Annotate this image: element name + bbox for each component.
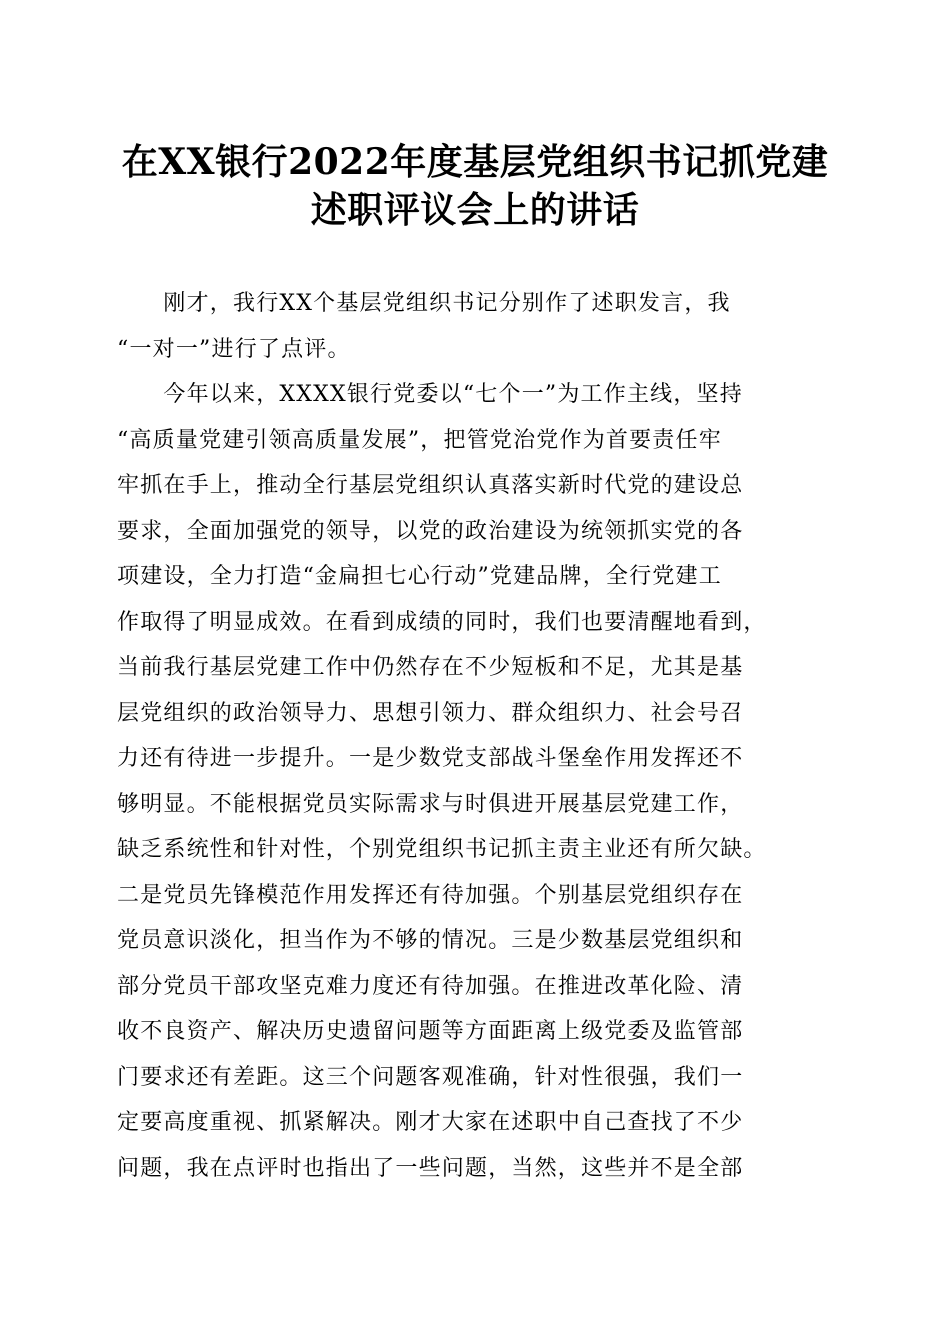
body-line: 部分党员干部攻坚克难力度还有待加强。在推进改革化险、清 [117,973,744,999]
body-line: “一对一”进行了点评。 [117,336,351,362]
body-line: “高质量党建引领高质量发展”，把管党治党作为首要责任牢 [117,427,722,453]
body-line: 当前我行基层党建工作中仍然存在不少短板和不足，尤其是基 [117,655,744,680]
body-line: 问题，我在点评时也指出了一些问题，当然，这些并不是全部 [117,1155,744,1181]
body-line: 收不良资产、解决历史遗留问题等方面距离上级党委及监管部 [117,1019,744,1044]
title-line-2: 述职评议会上的讲话 [310,189,640,231]
body-line: 牢抓在手上，推动全行基层党组织认真落实新时代党的建设总 [117,473,744,498]
body-line: 力还有待进一步提升。一是少数党支部战斗堡垒作用发挥还不 [117,746,744,771]
body-line: 要求，全面加强党的领导，以党的政治建设为统领抓实党的各 [117,518,744,544]
body-line: 够明显。不能根据党员实际需求与时俱进开展基层党建工作， [117,791,744,817]
body-line: 党员意识淡化，担当作为不够的情况。三是少数基层党组织和 [117,928,744,953]
title-line-1: 在XX银行2022年度基层党组织书记抓党建 [121,141,829,183]
body-line: 今年以来，XXXX银行党委以“七个一”为工作主线，坚持 [117,382,743,407]
body-line: 层党组织的政治领导力、思想引领力、群众组织力、社会号召 [117,700,744,726]
body-line: 项建设，全力打造“金扁担七心行动”党建品牌，全行党建工 [117,564,722,589]
body-line: 刚才，我行XX个基层党组织书记分别作了述职发言，我 [117,291,731,316]
body-line: 二是党员先锋模范作用发挥还有待加强。个别基层党组织存在 [117,882,744,908]
body-line: 定要高度重视、抓紧解决。刚才大家在述职中自己查找了不少 [117,1110,744,1135]
document-title [0,138,950,234]
body-line: 作取得了明显成效。在看到成绩的同时，我们也要清醒地看到， [117,609,767,635]
document-body [117,281,833,1191]
body-line: 门要求还有差距。这三个问题客观准确，针对性很强，我们一 [117,1064,744,1090]
body-line: 缺乏系统性和针对性，个别党组织书记抓主责主业还有所欠缺。 [117,837,767,862]
